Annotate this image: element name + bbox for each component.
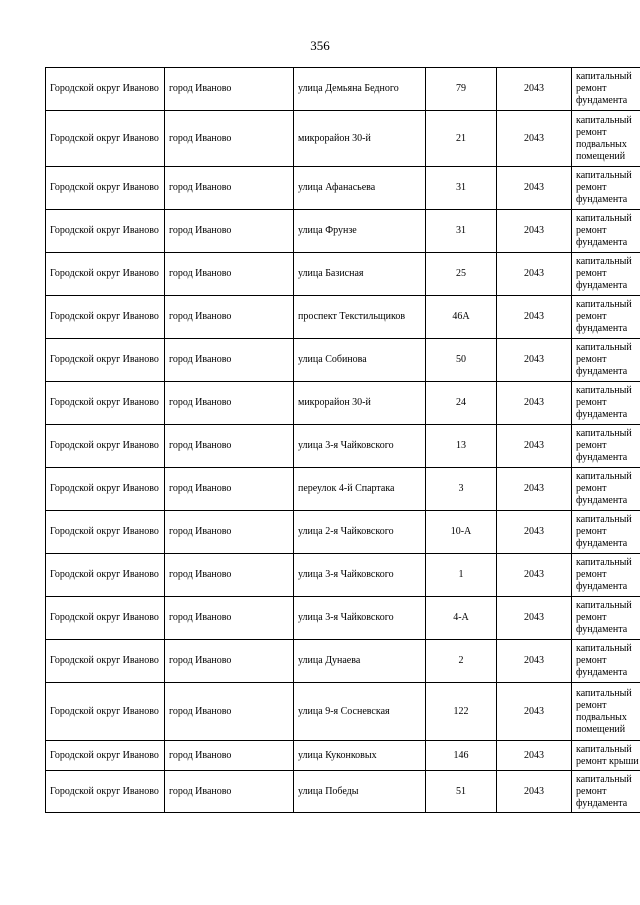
year-cell: 2043 bbox=[497, 167, 572, 210]
street-cell: улица 3-я Чайковского bbox=[294, 554, 426, 597]
house-number-cell: 3 bbox=[426, 468, 497, 511]
house-number-cell: 4-А bbox=[426, 597, 497, 640]
municipality-cell: Городской округ Иваново bbox=[46, 382, 165, 425]
city-cell: город Иваново bbox=[165, 296, 294, 339]
municipality-cell: Городской округ Иваново bbox=[46, 468, 165, 511]
house-number-cell: 10-А bbox=[426, 511, 497, 554]
table-row bbox=[46, 425, 640, 468]
year-cell: 2043 bbox=[497, 296, 572, 339]
year-cell: 2043 bbox=[497, 683, 572, 741]
table-row bbox=[46, 468, 640, 511]
year-cell: 2043 bbox=[497, 339, 572, 382]
work-type-cell: капитальный ремонт фундамента bbox=[572, 640, 640, 683]
municipality-cell: Городской округ Иваново bbox=[46, 640, 165, 683]
street-cell: улица Базисная bbox=[294, 253, 426, 296]
municipality-cell: Городской округ Иваново bbox=[46, 425, 165, 468]
house-number-cell: 31 bbox=[426, 167, 497, 210]
work-type-cell: капитальный ремонт фундамента bbox=[572, 210, 640, 253]
city-cell: город Иваново bbox=[165, 382, 294, 425]
table-row bbox=[46, 210, 640, 253]
municipality-cell: Городской округ Иваново bbox=[46, 253, 165, 296]
street-cell: улица 9-я Сосневская bbox=[294, 683, 426, 741]
year-cell: 2043 bbox=[497, 511, 572, 554]
house-number-cell: 146 bbox=[426, 741, 497, 771]
house-number-cell: 1 bbox=[426, 554, 497, 597]
table-row bbox=[46, 111, 640, 167]
street-cell: улица Дунаева bbox=[294, 640, 426, 683]
house-number-cell: 2 bbox=[426, 640, 497, 683]
municipality-cell: Городской округ Иваново bbox=[46, 597, 165, 640]
year-cell: 2043 bbox=[497, 597, 572, 640]
table-row bbox=[46, 382, 640, 425]
year-cell: 2043 bbox=[497, 640, 572, 683]
house-number-cell: 13 bbox=[426, 425, 497, 468]
page-number: 356 bbox=[310, 38, 330, 53]
year-cell: 2043 bbox=[497, 68, 572, 111]
year-cell: 2043 bbox=[497, 111, 572, 167]
work-type-cell: капитальный ремонт подвальных помещений bbox=[572, 111, 640, 167]
table-row bbox=[46, 253, 640, 296]
work-type-cell: капитальный ремонт фундамента bbox=[572, 511, 640, 554]
work-type-cell: капитальный ремонт фундамента bbox=[572, 253, 640, 296]
year-cell: 2043 bbox=[497, 468, 572, 511]
work-type-cell: капитальный ремонт фундамента bbox=[572, 68, 640, 111]
city-cell: город Иваново bbox=[165, 554, 294, 597]
work-type-cell: капитальный ремонт подвальных помещений bbox=[572, 683, 640, 741]
city-cell: город Иваново bbox=[165, 210, 294, 253]
table-row bbox=[46, 597, 640, 640]
city-cell: город Иваново bbox=[165, 640, 294, 683]
street-cell: микрорайон 30-й bbox=[294, 111, 426, 167]
municipality-cell: Городской округ Иваново bbox=[46, 296, 165, 339]
work-type-cell: капитальный ремонт фундамента bbox=[572, 554, 640, 597]
street-cell: улица Куконковых bbox=[294, 741, 426, 771]
year-cell: 2043 bbox=[497, 554, 572, 597]
registry-table bbox=[45, 67, 640, 813]
street-cell: улица Демьяна Бедного bbox=[294, 68, 426, 111]
table-row bbox=[46, 167, 640, 210]
year-cell: 2043 bbox=[497, 771, 572, 813]
city-cell: город Иваново bbox=[165, 597, 294, 640]
work-type-cell: капитальный ремонт фундамента bbox=[572, 771, 640, 813]
house-number-cell: 79 bbox=[426, 68, 497, 111]
table-row bbox=[46, 554, 640, 597]
table-row bbox=[46, 511, 640, 554]
city-cell: город Иваново bbox=[165, 468, 294, 511]
city-cell: город Иваново bbox=[165, 771, 294, 813]
municipality-cell: Городской округ Иваново bbox=[46, 339, 165, 382]
work-type-cell: капитальный ремонт фундамента bbox=[572, 425, 640, 468]
work-type-cell: капитальный ремонт фундамента bbox=[572, 597, 640, 640]
street-cell: улица Собинова bbox=[294, 339, 426, 382]
house-number-cell: 46А bbox=[426, 296, 497, 339]
city-cell: город Иваново bbox=[165, 68, 294, 111]
table-row bbox=[46, 683, 640, 741]
street-cell: улица 2-я Чайковского bbox=[294, 511, 426, 554]
year-cell: 2043 bbox=[497, 382, 572, 425]
table-row bbox=[46, 296, 640, 339]
house-number-cell: 21 bbox=[426, 111, 497, 167]
house-number-cell: 122 bbox=[426, 683, 497, 741]
year-cell: 2043 bbox=[497, 253, 572, 296]
city-cell: город Иваново bbox=[165, 683, 294, 741]
city-cell: город Иваново bbox=[165, 253, 294, 296]
table-row bbox=[46, 771, 640, 813]
street-cell: микрорайон 30-й bbox=[294, 382, 426, 425]
house-number-cell: 31 bbox=[426, 210, 497, 253]
registry-table-body bbox=[46, 68, 640, 813]
table-row bbox=[46, 741, 640, 771]
municipality-cell: Городской округ Иваново bbox=[46, 111, 165, 167]
street-cell: улица Фрунзе bbox=[294, 210, 426, 253]
municipality-cell: Городской округ Иваново bbox=[46, 741, 165, 771]
house-number-cell: 25 bbox=[426, 253, 497, 296]
city-cell: город Иваново bbox=[165, 167, 294, 210]
house-number-cell: 51 bbox=[426, 771, 497, 813]
house-number-cell: 24 bbox=[426, 382, 497, 425]
city-cell: город Иваново bbox=[165, 111, 294, 167]
year-cell: 2043 bbox=[497, 425, 572, 468]
municipality-cell: Городской округ Иваново bbox=[46, 210, 165, 253]
table-row bbox=[46, 68, 640, 111]
municipality-cell: Городской округ Иваново bbox=[46, 683, 165, 741]
street-cell: проспект Текстильщиков bbox=[294, 296, 426, 339]
municipality-cell: Городской округ Иваново bbox=[46, 771, 165, 813]
street-cell: улица Афанасьева bbox=[294, 167, 426, 210]
city-cell: город Иваново bbox=[165, 741, 294, 771]
year-cell: 2043 bbox=[497, 210, 572, 253]
street-cell: переулок 4-й Спартака bbox=[294, 468, 426, 511]
city-cell: город Иваново bbox=[165, 339, 294, 382]
municipality-cell: Городской округ Иваново bbox=[46, 554, 165, 597]
municipality-cell: Городской округ Иваново bbox=[46, 167, 165, 210]
street-cell: улица 3-я Чайковского bbox=[294, 425, 426, 468]
city-cell: город Иваново bbox=[165, 425, 294, 468]
work-type-cell: капитальный ремонт фундамента bbox=[572, 382, 640, 425]
year-cell: 2043 bbox=[497, 741, 572, 771]
work-type-cell: капитальный ремонт крыши bbox=[572, 741, 640, 771]
work-type-cell: капитальный ремонт фундамента bbox=[572, 167, 640, 210]
municipality-cell: Городской округ Иваново bbox=[46, 511, 165, 554]
house-number-cell: 50 bbox=[426, 339, 497, 382]
street-cell: улица Победы bbox=[294, 771, 426, 813]
work-type-cell: капитальный ремонт фундамента bbox=[572, 296, 640, 339]
table-row bbox=[46, 339, 640, 382]
city-cell: город Иваново bbox=[165, 511, 294, 554]
work-type-cell: капитальный ремонт фундамента bbox=[572, 339, 640, 382]
municipality-cell: Городской округ Иваново bbox=[46, 68, 165, 111]
street-cell: улица 3-я Чайковского bbox=[294, 597, 426, 640]
work-type-cell: капитальный ремонт фундамента bbox=[572, 468, 640, 511]
table-row bbox=[46, 640, 640, 683]
